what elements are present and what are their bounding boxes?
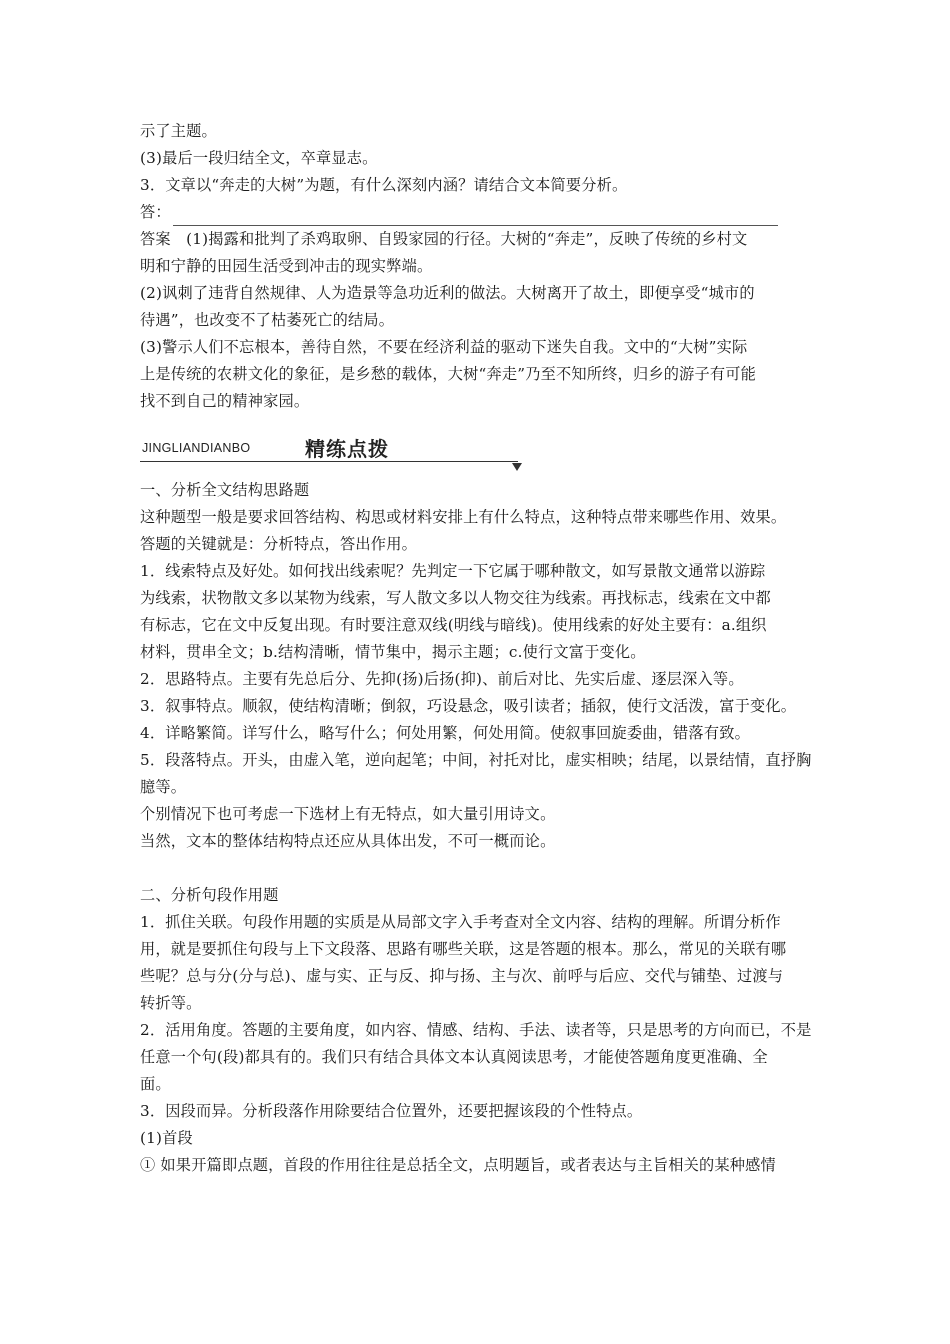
text-line: 臆等。: [140, 778, 187, 796]
top-lines: [140, 118, 810, 199]
banner-pinyin: JINGLIANDIANBO: [142, 441, 251, 455]
answer-text-line: 上是传统的农耕文化的象征，是乡愁的载体，大树“奔走”乃至不知所终，归乡的游子有可能: [140, 365, 757, 383]
section-2: [140, 882, 810, 1179]
text-line: 5．段落特点。开头，由虚入笔，逆向起笔；中间，衬托对比，虚实相映；结尾，以景结情，直抒胸: [140, 751, 812, 769]
text-line: 用，就是要抓住句段与上下文段落、思路有哪些关联，这是答题的根本。那么，常见的关联有哪: [140, 940, 787, 958]
answer-text-line: (2)讽刺了违背自然规律、人为造景等急功近利的做法。大树离开了故土，即便享受“城市的: [140, 284, 755, 302]
answer-text-line: 明和宁静的田园生活受到冲击的现实弊端。: [140, 257, 433, 275]
text-line: 有标志，它在文中反复出现。有时要注意双线(明线与暗线)。使用线索的好处主要有：a.组织: [140, 616, 767, 634]
text-line: 1．抓住关联。句段作用题的实质是从局部文字入手考查对全文内容、结构的理解。所谓分析作: [140, 913, 781, 931]
banner-title: 精练点拨: [305, 437, 389, 461]
answer-line: [140, 199, 810, 226]
section-1: [140, 477, 810, 855]
text-line: 3．叙事特点。顺叙，使结构清晰；倒叙，巧设悬念，吸引读者；插叙，使行文活泼，富于变化。: [140, 697, 797, 715]
answer-text-line: 待遇”，也改变不了枯萎死亡的结局。: [140, 311, 395, 329]
paragraph-gap: [140, 855, 810, 882]
text-line: 答题的关键就是：分析特点，答出作用。: [140, 535, 417, 553]
text-line: 个别情况下也可考虑一下选材上有无特点，如大量引用诗文。: [140, 805, 556, 823]
text-line: ① 如果开篇即点题，首段的作用往往是总括全文，点明题旨，或者表达与主旨相关的某种感情: [140, 1156, 776, 1174]
text-line: 2．思路特点。主要有先总后分、先抑(扬)后扬(抑)、前后对比、先实后虚、逐层深入等。: [140, 670, 744, 688]
text-line: 2．活用角度。答题的主要角度，如内容、情感、结构、手法、读者等，只是思考的方向而已，不是: [140, 1021, 812, 1039]
text-line: 为线索，状物散文多以某物为线索，写人散文多以人物交往为线索。再找标志，线索在文中都: [140, 589, 771, 607]
section-heading: 二、分析句段作用题: [140, 886, 279, 904]
answer-text-line: (3)警示人们不忘根本，善待自然，不要在经济利益的驱动下迷失自我。文中的“大树”实际: [140, 338, 748, 356]
text-line: (3)最后一段归结全文，卒章显志。: [140, 149, 378, 167]
text-line: 转折等。: [140, 994, 202, 1012]
question-3: 3．文章以“奔走的大树”为题，有什么深刻内涵？请结合文本简要分析。: [140, 176, 628, 194]
answer-blank: [173, 207, 778, 226]
text-line: 些呢？总与分(分与总)、虚与实、正与反、抑与扬、主与次、前呼与后应、交代与铺垫、过渡与: [140, 967, 784, 985]
text-line: 3．因段而异。分析段落作用除要结合位置外，还要把握该段的个性特点。: [140, 1102, 643, 1120]
section-heading: 一、分析全文结构思路题: [140, 481, 310, 499]
banner-rule: [140, 461, 518, 462]
document-page: [140, 118, 810, 1179]
text-line: (1)首段: [140, 1129, 193, 1147]
text-line: 任意一个句(段)都具有的。我们只有结合具体文本认真阅读思考，才能使答题角度更准确、全: [140, 1048, 768, 1066]
text-line: 1．线索特点及好处。如何找出线索呢？先判定一下它属于哪种散文，如写景散文通常以游踪: [140, 562, 766, 580]
text-line: 面。: [140, 1075, 171, 1093]
text-line: 当然，文本的整体结构特点还应从具体出发，不可一概而论。: [140, 832, 556, 850]
answer-block: [140, 226, 810, 415]
triangle-down-icon: [512, 463, 522, 471]
answer-text-line: 找不到自己的精神家园。: [140, 392, 310, 410]
text-line: 这种题型一般是要求回答结构、构思或材料安排上有什么特点，这种特点带来哪些作用、效果。: [140, 508, 787, 526]
text-line: 材料，贯串全文；b.结构清晰，情节集中，揭示主题；c.使行文富于变化。: [140, 643, 646, 661]
section-banner: [140, 429, 810, 469]
text-line: 4．详略繁简。详写什么，略写什么；何处用繁，何处用简。使叙事回旋委曲，错落有致。: [140, 724, 750, 742]
answer-text-line: 答案 (1)揭露和批判了杀鸡取卵、自毁家园的行径。大树的“奔走”，反映了传统的乡村文: [140, 230, 748, 248]
answer-prompt: 答：: [140, 203, 171, 221]
text-line: 示了主题。: [140, 122, 217, 140]
